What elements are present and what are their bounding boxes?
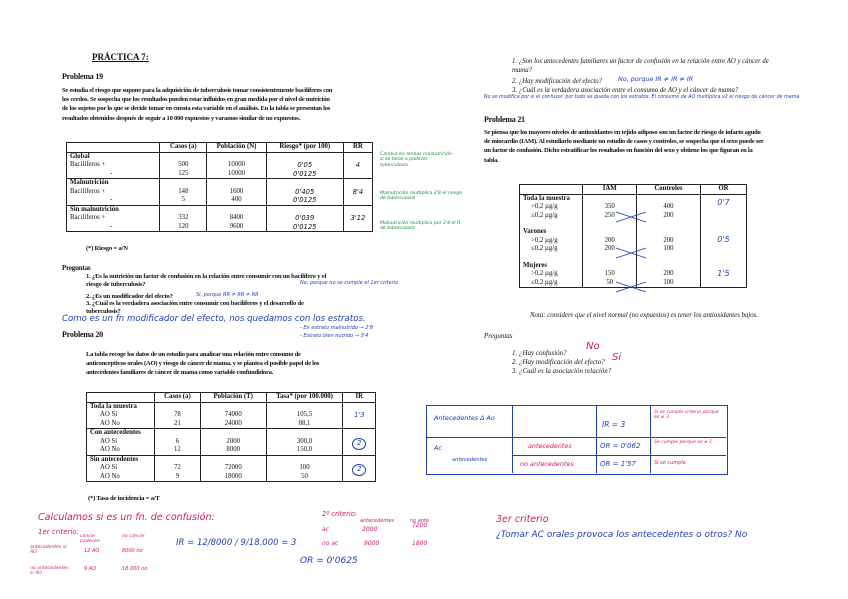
c2-r2-a: 9000 [364, 540, 380, 547]
row-label: AO No [100, 472, 120, 480]
ht-r2c2b: no antecedentes [520, 460, 574, 468]
col-header: Casos (a) [160, 143, 207, 153]
cell: 0'405 [295, 187, 315, 196]
cell: 72000 [224, 464, 242, 471]
label-antecedentes: antecedentes si AO [30, 545, 67, 555]
cell: 0'0125 [293, 169, 317, 178]
row-label: - [110, 222, 113, 230]
cell: 400 [663, 203, 674, 210]
cell: 0'05 [297, 161, 313, 169]
c2-r1-b: 7200 [412, 522, 428, 529]
cell: 10000 [228, 161, 246, 168]
col-header: Población (N) [207, 143, 266, 153]
cell: 250 [604, 211, 615, 219]
row-label: AO No [100, 446, 120, 453]
p21-preguntas: Preguntas [484, 332, 513, 340]
cell: 3'12 [350, 214, 366, 222]
p21-question-1: 1. ¿Hay confusión? [512, 349, 567, 357]
cell: 500 [178, 161, 189, 168]
cell: 4 [355, 161, 361, 169]
val-1: 12 AO [84, 548, 100, 554]
row-label: >0,2 µg/g [531, 270, 558, 277]
ht-r2c4a: Se cumple porque es ≠ 1 [654, 440, 713, 445]
row-label: AO Sí [100, 411, 118, 418]
problem-21-heading: Problema 21 [484, 115, 525, 124]
row-label: >0,2 µg/g [531, 203, 558, 210]
cell: 200 [663, 270, 674, 277]
row-label: ≤0,2 µg/g [531, 211, 558, 219]
row-label: - [110, 196, 113, 203]
c2-r2-label: no ac [322, 540, 339, 547]
p19-answer-2: Sí, porque RR ≠ RR ≠ RR [196, 292, 259, 298]
c2-r1-label: ac [322, 526, 329, 533]
label-no-antecedentes: no antecedentes si AO [30, 566, 69, 576]
ht-r2c3a: OR = 0'062 [600, 442, 641, 450]
table-row [67, 152, 373, 179]
cell: 1600 [229, 187, 244, 195]
col-header: Controles [636, 185, 700, 195]
c2-r1-a: 2000 [362, 526, 378, 533]
ht-r1c3: IR = 3 [602, 420, 626, 429]
cell: 50 [301, 472, 308, 480]
circled-value: 2 [352, 464, 366, 476]
cell: 100 [299, 464, 310, 471]
cell: 9 [175, 472, 180, 480]
cell: 1'3 [353, 411, 365, 419]
circled-value: 2 [352, 438, 366, 450]
p19-answer-1: No, porque no se cumple el 1er criterio [300, 280, 399, 286]
problem-20-table [86, 392, 376, 482]
p21-answer-si: Sí [612, 352, 622, 363]
group-label: Mujeres [523, 261, 548, 269]
group-label: Toda la muestra [523, 194, 570, 202]
cell: 8000 [226, 446, 241, 453]
table-row [87, 429, 376, 456]
rt-question-1: 1. ¿Son los antecedentes familiares un factor de confusión en la relación entre AO y cáncer de mama? [512, 58, 769, 74]
cell: 300,0 [296, 437, 313, 445]
p19-question-3: 3. ¿Cuál es la verdadera asociación entre consumir con bacilíferos y el desarrollo de tuberculosis? [86, 300, 304, 316]
group-label: Con antecedentes [90, 429, 141, 436]
p19-question-2: 2. ¿Es un modificador del efecto? [86, 293, 173, 300]
val-4: 18.000 no [122, 566, 148, 572]
p19-blue-item-2: - Estrato bien nutrido → 3'4 [300, 333, 369, 339]
c2-head-1: antecedentes [360, 518, 395, 524]
p19-blue-item-1: - En estrato malnutrido → 2'8 [300, 325, 374, 331]
group-label: Malnutrición [70, 179, 109, 186]
p20-footnote: (*) Tasa de incidencia = a/T [88, 495, 160, 502]
cell: 332 [178, 214, 189, 221]
col-header: IAM [583, 185, 636, 195]
cell: 350 [604, 203, 615, 210]
row-label: AO No [100, 419, 120, 427]
problem-19-table [66, 142, 373, 232]
rt-question-2: 2. ¿Hay modificación del efecto? [512, 78, 603, 85]
criterion-2: 2º criterio: [322, 510, 358, 518]
cell: 88,1 [298, 419, 311, 427]
cell: 200 [663, 236, 674, 244]
cell: 150 [604, 270, 615, 277]
col-header: OR [700, 185, 746, 195]
table-row [67, 205, 373, 232]
p19-question-1: 1. ¿Es la nutrición un factor de confusión en la relación entre consumir con un bacilífero y el riesgo de tuberculosis? [86, 273, 327, 289]
group-label: Toda la muestra [90, 402, 137, 410]
ht-r2c3b: OR = 1'57 [600, 460, 636, 468]
row-label: AO Sí [100, 464, 118, 471]
cell: 8400 [229, 214, 244, 221]
cell: 148 [178, 187, 189, 195]
row-label: ≤0,2 µg/g [531, 278, 558, 286]
c2-r2-b: 1800 [412, 540, 428, 547]
p21-answer-no: No [586, 341, 600, 352]
row-label: Bacilíferos + [70, 187, 106, 195]
cell: 74000 [224, 411, 242, 418]
cell: 0'5 [717, 235, 730, 244]
criterion-1: 1er criterio: [38, 528, 80, 536]
cell: 10000 [228, 169, 246, 177]
p19-preguntas: Preguntas [62, 264, 91, 272]
val-3: 9 AO [84, 566, 97, 572]
p19-footnote: (*) Riesgo = a/N [86, 245, 128, 252]
group-label: Global [70, 152, 90, 160]
cell: 12 [174, 446, 181, 453]
group-label: Sin antecedentes [90, 455, 139, 463]
col-header: Riesgo* (por 100) [266, 143, 343, 153]
cell: 72 [174, 464, 181, 471]
cell: 125 [178, 169, 189, 177]
cell: 8'4 [352, 187, 364, 196]
cell: 0'0125 [293, 196, 317, 204]
cell: 1'5 [717, 268, 730, 278]
row-label: - [110, 169, 113, 177]
p21-question-3: 3. ¿Cuál es la asociación relación? [512, 367, 612, 375]
label-no-cancer: no cáncer [122, 534, 145, 539]
ht-r1c1: Antecedentes Δ Ao [434, 414, 495, 422]
cell: 6 [175, 437, 180, 445]
row-label: Bacilíferos + [70, 214, 106, 221]
label-cancer: cáncer padecen [80, 534, 100, 544]
p19-note-3: Malnutrición multiplica por 3'4 el R. de tuberculosis [380, 221, 462, 232]
table-row [87, 402, 376, 429]
rt-answer-3: No se modifica por si el confusor, por todo se queda con los estratos. El consumo de AO multiplica x2 el riesgo de cáncer de mama [484, 95, 800, 100]
problem-19-text: Se estudia el riesgo que supone para la adquisición de tuberculosis tomar consistentemente bacilíferos con los cerdos. Se sospecha que los resultados pueden estar influidos en gran medida por el nivel de nutrición de los sujetos por lo que se decide tomar en cuenta esta variable en el análisis. En la tabla se presentan los resultados obtenidos después de seguir a 10 000 expuestos y varamos similar de no expuestos. [62, 87, 333, 122]
group-label: Sin malnutrición [70, 205, 119, 213]
cell: 0'039 [295, 214, 315, 222]
table-row [87, 455, 376, 482]
p19-blue-note: Como es un fn modificador del efecto, nos quedamos con los estratos. [62, 314, 366, 324]
cell: 50 [606, 278, 614, 286]
cell: 18000 [224, 472, 242, 480]
p19-note-2: Malnutrición multiplica 2'8 el riesgo de tuberculosis [380, 191, 463, 202]
cell: 24000 [224, 419, 242, 427]
problem-20-heading: Problema 20 [62, 330, 103, 339]
cell: 78 [174, 411, 181, 418]
cell: 200 [604, 236, 615, 244]
col-header: Tasa* (por 100.000) [266, 393, 343, 403]
ht-r2c1a: Ac [434, 444, 442, 452]
cell: 2000 [226, 437, 241, 445]
cell: 0'7 [717, 197, 730, 207]
row-label: AO Sí [100, 437, 118, 445]
col-header: Casos (a) [154, 393, 200, 403]
practice-title: PRÁCTICA 7: [92, 52, 149, 62]
p21-note: Nota: considere que el nivel normal (no expuestos) es tener los antioxidantes bajos. [530, 312, 758, 319]
table-row [67, 179, 373, 206]
problem-21-text: Se piensa que los mayores niveles de antioxidantes en tejido adiposo son un factor de riesgo de infarto agudo de miocardio (IAM). Al estudiarlo mediante un estudio de casos y controles, se sospecha que el sexo puede ser un factor de confusión. Dicho estratificar los resultados en función del sexo y obtiene los que figuran en la tabla. [484, 129, 764, 164]
criterion-3: 3er criterio [496, 514, 549, 525]
ht-r1c4: Sí se cumple criterio porque es ≠ 3 [654, 410, 719, 421]
rt-question-3: 3. ¿Cuál es la verdadera asociación entre el consumo de AO y el cáncer de mama? [512, 87, 739, 94]
col-header: Población (T) [200, 393, 266, 403]
ht-r2c1b: antecedentes [452, 457, 488, 463]
cell: 0'0125 [293, 222, 317, 231]
c2-head-2: no ante [410, 518, 430, 524]
row-label: ≤0,2 µg/g [531, 245, 558, 252]
formula-ir: IR = 12/8000 / 9/18.000 = 3 [176, 538, 297, 548]
cell: 100 [663, 245, 674, 252]
cell: 105,5 [296, 411, 313, 418]
cell: 120 [178, 222, 189, 230]
cell: 200 [663, 211, 674, 219]
col-header: RR [343, 143, 372, 153]
row-label: Bacilíferos + [70, 161, 106, 168]
or-value: OR = 0'0625 [300, 556, 358, 566]
problem-19-heading: Problema 19 [62, 72, 103, 81]
question-3: ¿Tomar AC orales provoca los antecedentes o otros? No [496, 530, 748, 540]
cell: 5 [181, 196, 186, 203]
val-2: 8000 no [122, 548, 143, 554]
col-header: IR [343, 393, 376, 403]
p19-note-1: Cambia en ambas malnutrición si se tiene a padecer tuberculosis [380, 152, 452, 168]
cross-arrows-icon [600, 200, 670, 300]
ht-r2c2a: antecedentes [528, 442, 572, 450]
cell: 200 [604, 245, 615, 252]
cell: 9600 [229, 222, 244, 230]
rt-answer-2: No, porque IR ≠ IR ≠ IR [618, 75, 694, 83]
cell: 150,0 [296, 446, 313, 453]
bottom-title: Calculamos si es un fn. de confusión: [38, 512, 215, 523]
cell: 100 [663, 278, 674, 286]
p21-question-2: 2. ¿Hay modificación del efecto? [512, 358, 605, 366]
cell: 400 [231, 196, 242, 203]
ht-r2c4b: Sí se cumple [654, 460, 686, 466]
problem-20-text: La tabla recoge los datos de un estudio para analizar una relación entre consumo de anticonceptivos orales (AO) y riesgo de cáncer de mama, y se plantea el posible papel de los antecedentes familiares de cáncer de mama como variable confundidora. [86, 351, 320, 377]
cell: 21 [174, 419, 181, 427]
row-label: >0,2 µg/g [531, 236, 558, 244]
group-label: Varones [523, 228, 547, 235]
